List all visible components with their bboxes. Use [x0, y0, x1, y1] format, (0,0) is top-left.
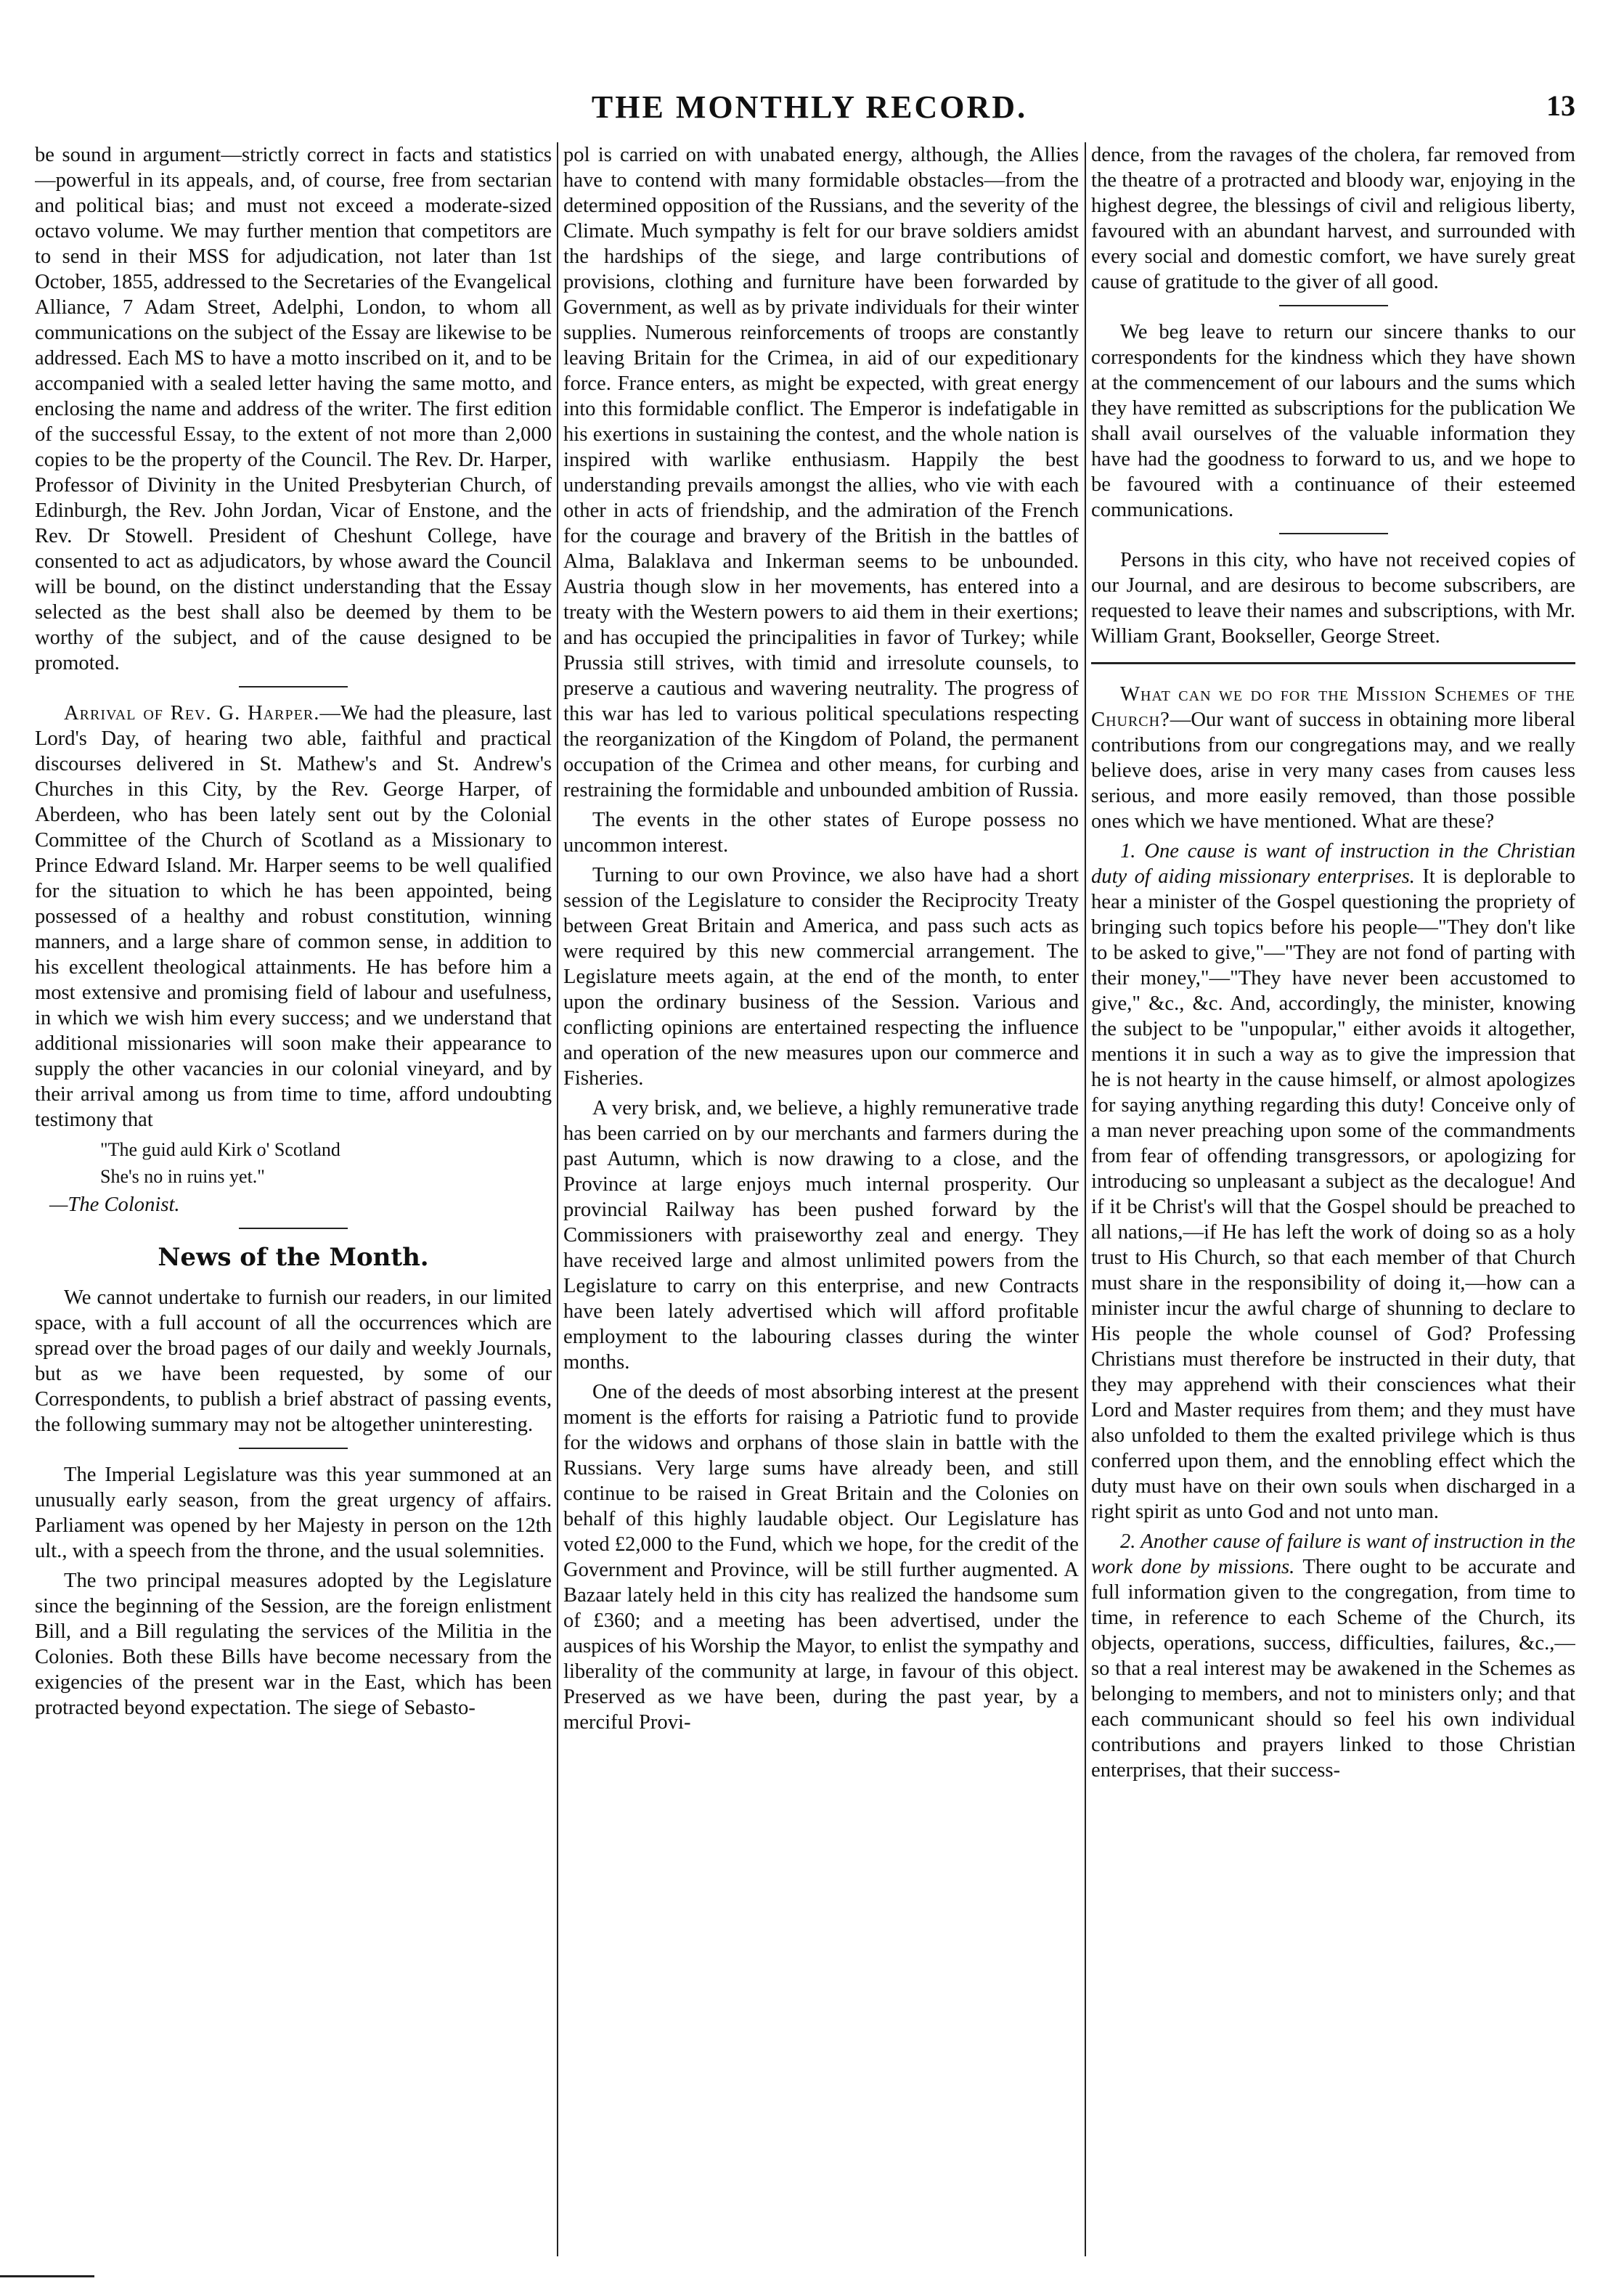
page-number: 13 [1546, 89, 1575, 122]
point-1-lead: 1. One cause is want of instruction in the Christian duty of aiding missionary enterprises. [1091, 840, 1575, 888]
column-divider [557, 142, 558, 2256]
news-paragraph: dence, from the ravages of the cholera, far removed from the theatre of a protracted and bloody war, enjoying in the highest degree, the blessings of civil and religious liberty, favoured with an abundant harvest, and surrounded with every social and domestic comfort, we have surely great cause of gratitude to the giver of all good. [1091, 144, 1575, 293]
arrival-heading: Arrival of Rev. G. Harper. [64, 702, 320, 725]
section-divider [239, 1228, 348, 1229]
news-heading: News of the Month. [158, 1243, 429, 1272]
news-paragraph: A very brisk, and, we believe, a highly remunerative trade has been carried on by our merchants and farmers during the past Autumn, which is now drawing to a close, and the Province at large enjoys much internal prosperity. Our provincial Railway has been pushed forward by the Commissioners with praiseworthy zeal and energy. They have received large and almost unlimited powers from the Legislature to carry on this enterprise, and new Contracts have been lately advertised which will afford profitable employment to the labouring classes during the winter months. [563, 1097, 1079, 1374]
point-1-paragraph [1091, 839, 1575, 1525]
missions-text: —Our want of success in obtaining more liberal contributions from our congregations may, and we really believe does, arise in very many cases from causes less serious, and more easily removed, than those possible ones which we have mentioned. What are these? [1091, 709, 1575, 833]
section-divider [239, 1448, 348, 1449]
essay-paragraph: be sound in argument—strictly correct in facts and statistics—powerful in its appeals, and, of course, free from sectarian and political bias; and must not exceed a moderate-sized octavo volume. We may further mention that competitors are to send in their MSS for adjudication, not later than 1st October, 1855, addressed to the Secretaries of the Evangelical Alliance, 7 Adam Street, Adelphi, London, to whom all communications on the subject of the Essay are likewise to be addressed. Each MS to have a motto inscribed on it, and to be accompanied with a sealed letter having the same motto, and enclosing the name and address of the writer. The first edition of the successful Essay, to the extent of not more than 2,000 copies to be the property of the Council. The Rev. Dr. Harper, Professor of Divinity in the United Presbyterian Church, of Edinburgh, the Rev. John Jordan, Vicar of Enstone, and the Rev. Dr Stowell. President of Cheshunt College, have consented to act as adjudicators, by whose award the Council will be bound, on the distinct understanding that the Essay selected as the best shall also be deemed by them to be worthy of the subject, and of the cause designed to be promoted. [35, 144, 552, 674]
running-title: THE MONTHLY RECORD. [591, 89, 1028, 125]
news-paragraph: pol is carried on with unabated energy, although, the Allies have to contend with many formidable obstacles—from the determined opposition of the Russians, and the severity of the Climate. Much sympathy is felt for our brave soldiers amidst the hardships of the siege, and large contributions of provisions, clothing and furniture have been forwarded by Government, as well as by private individuals for their winter supplies. Numerous reinforcements of troops are constantly leaving Britain for the Crimea, in aid of our expeditionary force. France enters, as might be expected, with great energy into this formidable conflict. The Emperor is indefatigable in his exertions in sustaining the contest, and the whole nation is inspired with warlike enthusiasm. Happily the best understanding prevails amongst the allies, who vie with each other in acts of friendship, and the admiration of the French for the courage and bravery of the British in the battles of Alma, Balaklava and Inkerman seems to be unbounded. Austria though slow in her movements, has entered into a treaty with the Western powers to aid them in their exertions; and has occupied the principalities in favor of Turkey; while Prussia still strives, with timid and irresolute counsels, to preserve a cautious and wavering neutrality. The progress of this war has led to various political speculations respecting the reorganization of the Kingdom of Poland, the permanent occupation of the Crimea and other means, for curbing and restraining the formidable and unbounded ambition of Russia. [563, 144, 1079, 801]
section-divider [239, 686, 348, 687]
text-columns [35, 142, 1575, 2256]
quote-line-1: "The guid auld Kirk o' Scotland [100, 1139, 340, 1160]
arrival-text: —We had the pleasure, last Lord's Day, of hearing two able, faithful and practical discourses delivered in St. Mathew's and St. Andrew's Churches in this City, by the Rev. George Harper, of Aberdeen, who has been lately sent out by the Colonial Committee of the Church of Scotland as a Missionary to Prince Edward Island. Mr. Harper seems to be well qualified for the situation to which he has been appointed, being possessed of a healthy and robust constitution, winning manners, and a large share of common sense, in addition to his excellent theological attainments. He has before him a most extensive and promising field of labour and usefulness, in which we wish him every success; and we understand that additional missionaries will soon make their appearance to supply the other vacancies in our colonial vineyard, and by their arrival among us from time to time, afford undoubting testimony that [35, 702, 552, 1131]
news-paragraph: Turning to our own Province, we also have had a short session of the Legislature to consider the Reciprocity Treaty between Great Britain and America, and pass such acts as were required by this new commercial arrangement. The Legislature meets again, at the end of the month, to enter upon the ordinary business of the Session. Various and conflicting opinions are entertained respecting the influence and operation of the new measures upon our commerce and Fisheries. [563, 864, 1079, 1090]
article-divider [1091, 662, 1575, 664]
point-2-paragraph [1091, 1529, 1575, 1783]
column-2 [563, 142, 1079, 2256]
attribution: —The Colonist. [49, 1194, 180, 1216]
section-divider [1279, 533, 1388, 534]
column-3 [1091, 142, 1575, 2256]
point-1-text: It is deplorable to hear a minister of the Gospel questioning the propriety of bringing such topics before his people—"They don't like to be asked to give,"—"They are not fond of parting with their money,"—"They have never been accustomed to give," &c., &c. And, accordingly, the minister, knowing the subject to be "unpopular," either avoids it altogether, mentions it in such a way as to give the impression that he is not hearty in the cause himself, or almost apologizes for saying anything regarding this duty! Conceive only of a man never preaching upon some of the commandments from fear of offending transgressors, or apologizing for introducing so unpleasant a subject as the decalogue! And if it be Christ's will that the Gospel should be preached to all nations,—if He has left the work of doing so as a holy trust to His Church, so that each member of that Church must share in the responsibility of doing it,—how can a minister incur the awful charge of shunning to declare to His people the whole counsel of God? Professing Christians must therefore be instructed in their duty, that they may apprehend with their consciences what their Lord and Master requires from them; and they must have also unfolded to them the exalted privilege which is thus conferred upon them, and the ennobling effect which the duty must have on their own souls when discharged in a right spirit as unto God and not unto man. [1091, 865, 1575, 1523]
section-divider [1279, 305, 1388, 306]
news-paragraph: The events in the other states of Europe possess no uncommon interest. [563, 809, 1079, 857]
point-2-lead: 2. Another cause of failure is want of instruction in the work done by missions. [1091, 1530, 1575, 1578]
news-paragraph: One of the deeds of most absorbing interest at the present moment is the efforts for raising a Patriotic fund to provide for the widows and orphans of those slain in battle with the Russians. Very large sums have already been, and still continue to be raised in Great Britain and the Colonies on behalf of this highly laudable object. Our Legislature has voted £2,000 to the Fund, which we hope, for the credit of the Government and Province, will be still further augmented. A Bazaar lately held in this city has realized the handsome sum of £360; and a meeting has been advertised, under the auspices of his Worship the Mayor, to enlist the sympathy and liberality of the community at large, in favour of this object. Preserved as we have been, during the past year, by a merciful Provi- [563, 1381, 1079, 1734]
point-2-text: There ought to be accurate and full information given to the congregation, from time to time, in reference to each Scheme of the Church, its objects, operations, success, difficulties, failures, &c.,—so that a real interest may be awakened in the Schemes as belonging to members, and not to ministers only; and that each communicant should so feel his own individual contributions and prayers linked to those Christian enterprises, that their success- [1091, 1556, 1575, 1782]
missions-paragraph [1091, 682, 1575, 834]
footer-rule [0, 2275, 94, 2277]
thanks-paragraph: We beg leave to return our sincere thanks to our correspondents for the kindness which they have shown at the commencement of our labours and the sums which they have remitted as subscriptions for the publication We shall avail ourselves of the valuable information they have had the goodness to forward to us, and we hope to be favoured with a continuance of their esteemed communications. [1091, 321, 1575, 521]
news-paragraph: The Imperial Legislature was this year summoned at an unusually early season, from the great urgency of affairs. Parliament was opened by her Majesty in person on the 12th ult., with a speech from the throne, and the usual solemnities. [35, 1464, 552, 1562]
arrival-paragraph [35, 701, 552, 1133]
column-1 [35, 142, 552, 2256]
news-paragraph: The two principal measures adopted by the Legislature since the beginning of the Session, are the foreign enlistment Bill, and a Bill regulating the services of the Militia in the Colonies. Both these Bills have become necessary from the exigencies of the present war in the East, which has been protracted beyond expectation. The siege of Sebasto- [35, 1570, 552, 1719]
news-paragraph: We cannot undertake to furnish our readers, in our limited space, with a full account of all the occurrences which are spread over the broad pages of our daily and weekly Journals, but as we have been requested, by some of our Correspondents, to publish a brief abstract of passing events, the following summary may not be altogether uninteresting. [35, 1286, 552, 1436]
quote-line-2: She's no in ruins yet." [100, 1166, 265, 1187]
subscribers-paragraph: Persons in this city, who have not received copies of our Journal, and are desirous to become subscribers, are requested to leave their names and subscriptions, with Mr. William Grant, Bookseller, George Street. [1091, 549, 1575, 648]
column-divider [1085, 142, 1086, 2256]
page-header [44, 89, 1575, 132]
missions-heading: What can we do for the Mission Schemes of the Church? [1091, 683, 1575, 731]
